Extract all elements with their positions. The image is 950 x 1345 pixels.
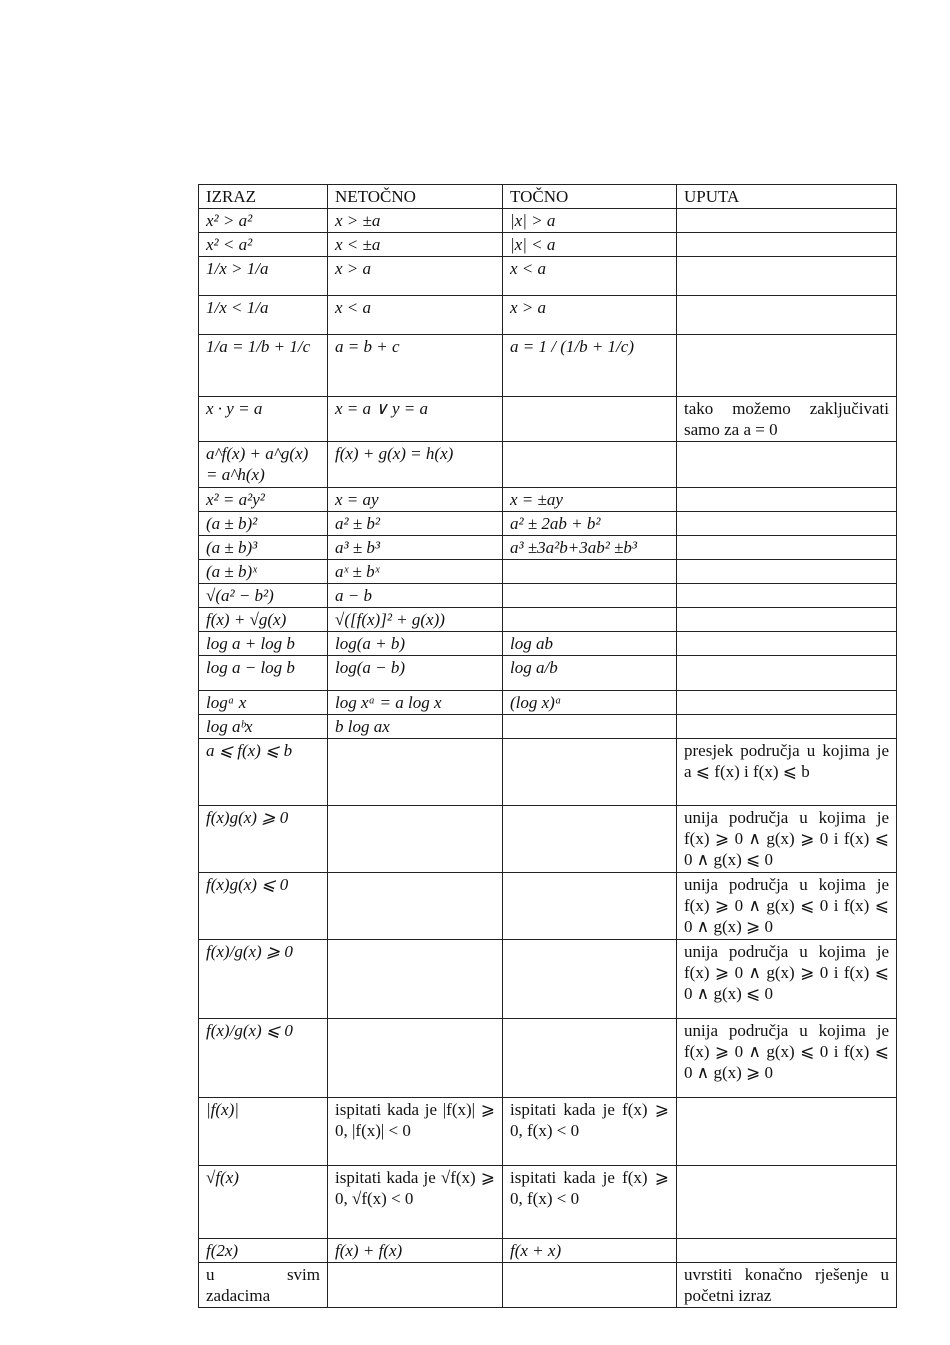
cell-netocno [328,873,503,940]
cell-tocno [503,608,677,632]
cell-izraz [199,1098,328,1166]
uputa-text: tako možemo zaključivati samo za a = 0 [684,399,889,439]
table-row [199,560,897,584]
cell-izraz [199,739,328,806]
cell-tocno [503,656,677,691]
cell-uputa [677,940,897,1019]
cell-tocno [503,1098,677,1166]
cell-tocno [503,233,677,257]
cell-netocno [328,257,503,296]
cell-netocno [328,608,503,632]
izraz-text: f(x)/g(x) ⩽ 0 [206,1021,293,1040]
uputa-text: presjek područja u kojima je a ⩽ f(x) i f(x) ⩽ b [684,741,889,781]
cell-izraz [199,296,328,335]
header-tocno: TOČNO [503,185,677,209]
cell-izraz [199,656,328,691]
cell-netocno [328,1019,503,1098]
cell-tocno [503,1019,677,1098]
tocno-text: x = ±ay [510,490,563,509]
table-row [199,691,897,715]
izraz-text: f(x) + √g(x) [206,610,287,629]
cell-tocno [503,488,677,512]
cell-izraz [199,940,328,1019]
cell-izraz [199,1019,328,1098]
cell-netocno [328,512,503,536]
cell-tocno [503,739,677,806]
cell-tocno [503,257,677,296]
cell-uputa [677,209,897,233]
tocno-text: |x| < a [510,235,556,254]
table-row [199,1019,897,1098]
tocno-text: a² ± 2ab + b² [510,514,601,533]
uputa-text: unija područja u kojima je f(x) ⩾ 0 ∧ g(x) ⩾ 0 i f(x) ⩽ 0 ∧ g(x) ⩽ 0 [684,808,889,869]
header-netocno: NETOČNO [328,185,503,209]
tocno-text: x > a [510,298,547,317]
cell-netocno [328,1098,503,1166]
cell-izraz [199,691,328,715]
header-izraz: IZRAZ [199,185,328,209]
cell-uputa [677,1239,897,1263]
uputa-text: unija područja u kojima je f(x) ⩾ 0 ∧ g(x) ⩽ 0 i f(x) ⩽ 0 ∧ g(x) ⩾ 0 [684,1021,889,1082]
cell-netocno [328,691,503,715]
cell-izraz [199,873,328,940]
cell-netocno [328,632,503,656]
cell-tocno [503,536,677,560]
netocno-text: log(a − b) [335,658,406,677]
cell-uputa [677,442,897,488]
cell-izraz [199,209,328,233]
table-row [199,397,897,442]
cell-tocno [503,584,677,608]
cell-uputa [677,691,897,715]
table-row [199,608,897,632]
header-uputa: UPUTA [677,185,897,209]
cell-uputa [677,584,897,608]
cell-uputa [677,806,897,873]
cell-uputa [677,536,897,560]
cell-uputa [677,656,897,691]
netocno-text: x = a ∨ y = a [335,399,428,418]
netocno-text: x = ay [335,490,379,509]
table-row [199,1098,897,1166]
izraz-text: 1/x < 1/a [206,298,269,317]
table-row [199,442,897,488]
tocno-text: f(x + x) [510,1241,562,1260]
izraz-text: logᵃ x [206,693,247,712]
cell-uputa [677,1166,897,1239]
table-row [199,739,897,806]
uputa-text: uvrstiti konačno rješenje u početni izraz [684,1265,889,1305]
izraz-text: f(2x) [206,1241,239,1260]
netocno-text: a = b + c [335,337,400,356]
cell-izraz [199,632,328,656]
netocno-text: x < a [335,298,372,317]
table-row [199,715,897,739]
izraz-text: (a ± b)³ [206,538,258,557]
izraz-text: f(x)g(x) ⩾ 0 [206,808,289,827]
netocno-text: f(x) + g(x) = h(x) [335,444,454,463]
izraz-text: (a ± b)² [206,514,258,533]
cell-tocno [503,873,677,940]
izraz-text: f(x)/g(x) ⩾ 0 [206,942,293,961]
netocno-text: a² ± b² [335,514,381,533]
cell-netocno [328,296,503,335]
cell-izraz [199,560,328,584]
netocno-text: ispitati kada je |f(x)| ⩾ 0, |f(x)| < 0 [335,1100,495,1140]
cell-tocno [503,397,677,442]
cell-uputa [677,512,897,536]
cell-netocno [328,1239,503,1263]
tocno-text: a³ ±3a²b+3ab² ±b³ [510,538,638,557]
netocno-text: log xᵃ = a log x [335,693,442,712]
izraz-text: (a ± b)ˣ [206,562,257,581]
tocno-text: |x| > a [510,211,556,230]
izraz-text: 1/x > 1/a [206,259,269,278]
netocno-text: b log ax [335,717,390,736]
cell-netocno [328,560,503,584]
table-row [199,209,897,233]
cell-izraz [199,1263,328,1308]
cell-izraz [199,397,328,442]
tocno-text: ispitati kada je f(x) ⩾ 0, f(x) < 0 [510,1168,669,1208]
cell-uputa [677,1019,897,1098]
cell-tocno [503,209,677,233]
netocno-text: aˣ ± bˣ [335,562,380,581]
cell-netocno [328,335,503,397]
izraz-text: a^f(x) + a^g(x) = a^h(x) [206,444,313,484]
cell-netocno [328,656,503,691]
cell-uputa [677,488,897,512]
netocno-text: x > a [335,259,372,278]
cell-uputa [677,296,897,335]
cell-izraz [199,608,328,632]
tocno-text: log a/b [510,658,558,677]
cell-tocno [503,560,677,584]
izraz-text: a ⩽ f(x) ⩽ b [206,741,293,760]
table-row [199,806,897,873]
cell-izraz [199,335,328,397]
table-row [199,632,897,656]
izraz-text: √(a² − b²) [206,586,274,605]
cell-izraz [199,1166,328,1239]
cell-uputa [677,233,897,257]
cell-izraz [199,584,328,608]
cell-izraz [199,715,328,739]
izraz-text: x² > a² [206,211,253,230]
cell-tocno [503,442,677,488]
netocno-text: x > ±a [335,211,381,230]
cell-izraz [199,512,328,536]
table-row [199,1239,897,1263]
table-row [199,1263,897,1308]
netocno-text: log(a + b) [335,634,406,653]
izraz-text: log aᵇx [206,717,253,736]
cell-izraz [199,257,328,296]
cell-netocno [328,1263,503,1308]
cell-tocno [503,335,677,397]
netocno-text: ispitati kada je √f(x) ⩾ 0, √f(x) < 0 [335,1168,495,1208]
cell-uputa [677,873,897,940]
cell-netocno [328,715,503,739]
cell-netocno [328,806,503,873]
cell-uputa [677,257,897,296]
cell-izraz [199,806,328,873]
izraz-text: u svim zadacima [206,1265,320,1305]
table-row [199,233,897,257]
izraz-text: x² = a²y² [206,490,265,509]
header-row [199,185,897,209]
table-row [199,940,897,1019]
tocno-text: log ab [510,634,553,653]
cell-uputa [677,560,897,584]
izraz-text: f(x)g(x) ⩽ 0 [206,875,289,894]
cell-netocno [328,1166,503,1239]
cell-netocno [328,940,503,1019]
cell-tocno [503,1263,677,1308]
table-row [199,335,897,397]
cell-netocno [328,536,503,560]
cell-tocno [503,806,677,873]
table-row [199,488,897,512]
cell-tocno [503,940,677,1019]
cell-uputa [677,335,897,397]
netocno-text: f(x) + f(x) [335,1241,403,1260]
cell-uputa [677,715,897,739]
table-row [199,296,897,335]
izraz-text: 1/a = 1/b + 1/c [206,337,311,356]
table-row [199,512,897,536]
cell-tocno [503,1166,677,1239]
cell-tocno [503,691,677,715]
table-row [199,1166,897,1239]
izraz-text: log a + log b [206,634,295,653]
cell-netocno [328,739,503,806]
cell-izraz [199,233,328,257]
uputa-text: unija područja u kojima je f(x) ⩾ 0 ∧ g(x) ⩽ 0 i f(x) ⩽ 0 ∧ g(x) ⩾ 0 [684,875,889,936]
cell-izraz [199,442,328,488]
cell-uputa [677,1098,897,1166]
cell-uputa [677,739,897,806]
cell-netocno [328,209,503,233]
tocno-text: (log x)ᵃ [510,693,562,712]
tocno-text: a = 1 / (1/b + 1/c) [510,337,634,356]
table-row [199,536,897,560]
netocno-text: √([f(x)]² + g(x)) [335,610,445,629]
izraz-text: |f(x)| [206,1100,239,1119]
tocno-text: x < a [510,259,547,278]
table-row [199,257,897,296]
cell-uputa [677,608,897,632]
cell-uputa [677,1263,897,1308]
cell-netocno [328,233,503,257]
cell-netocno [328,488,503,512]
izraz-text: x · y = a [206,399,263,418]
math-mistakes-table [198,184,897,1308]
uputa-text: unija područja u kojima je f(x) ⩾ 0 ∧ g(x) ⩾ 0 i f(x) ⩽ 0 ∧ g(x) ⩽ 0 [684,942,889,1003]
izraz-text: √f(x) [206,1168,239,1187]
table-row [199,584,897,608]
cell-netocno [328,442,503,488]
table-row [199,656,897,691]
cell-tocno [503,715,677,739]
cell-uputa [677,632,897,656]
izraz-text: x² < a² [206,235,253,254]
cell-netocno [328,397,503,442]
cell-izraz [199,1239,328,1263]
cell-izraz [199,488,328,512]
cell-tocno [503,512,677,536]
netocno-text: a − b [335,586,372,605]
cell-izraz [199,536,328,560]
tocno-text: ispitati kada je f(x) ⩾ 0, f(x) < 0 [510,1100,669,1140]
cell-uputa [677,397,897,442]
izraz-text: log a − log b [206,658,295,677]
cell-tocno [503,632,677,656]
cell-tocno [503,296,677,335]
netocno-text: x < ±a [335,235,381,254]
netocno-text: a³ ± b³ [335,538,381,557]
table-row [199,873,897,940]
cell-tocno [503,1239,677,1263]
cell-netocno [328,584,503,608]
